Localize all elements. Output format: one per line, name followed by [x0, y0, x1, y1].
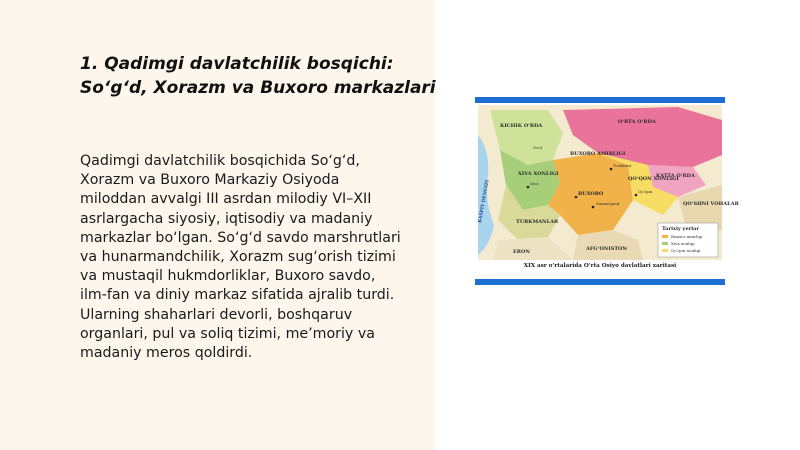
map-label: O‘RTA O‘RDA: [618, 119, 656, 125]
map-label: Samarqand: [596, 201, 620, 206]
map-label: KASPIY DENGIZI: [478, 179, 491, 224]
map-label: Orol: [533, 145, 542, 150]
map-label: Qo‘qon: [638, 189, 653, 194]
body-line: Qadimgi davlatchilik bosqichida So‘g‘d,: [80, 153, 360, 169]
body-line: va hunarmandchilik, Xorazm sug‘orish tizimi: [80, 249, 396, 266]
map-label: BUXORO AMIRLIGI: [570, 151, 626, 157]
body-line: markazlar bo‘lgan. So‘g‘d savdo marshrutlari: [80, 229, 401, 246]
map-label: AFG‘ONISTON: [586, 246, 627, 252]
map-top-border: [475, 97, 725, 103]
legend-title: Tarixiy yerlar: [662, 226, 700, 232]
body-line: miloddan avvalgi III asrdan milodiy VI–XII: [80, 191, 372, 208]
map-label: QO‘QON XONLIGI: [628, 176, 679, 182]
map-label: Xiva: [530, 181, 539, 186]
map-label: BUXORO: [578, 191, 604, 197]
map-label: KICHIK O‘RDA: [500, 123, 543, 129]
body-line: Xorazm va Buxoro Markaziy Osiyoda: [80, 172, 340, 189]
body-line: madaniy meros qoldirdi.: [80, 345, 253, 362]
title-line: So‘g‘d, Xorazm va Buxoro markazlari: [80, 78, 436, 98]
title-line: 1. Qadimgi davlatchilik bosqichi:: [80, 54, 394, 74]
legend-item: Qo‘qon xonligi: [671, 248, 701, 253]
map-label: ERON: [513, 249, 530, 255]
map-label: XIVA XONLIGI: [518, 171, 559, 177]
body-line: asrlargacha siyosiy, iqtisodiy va madaniy: [80, 210, 373, 227]
slide-title: [80, 52, 436, 100]
legend-item: Xiva xonligi: [671, 241, 695, 246]
legend-item: Buxoro amirligi: [671, 234, 703, 239]
historical-map-figure: [475, 97, 739, 287]
map-label: TURKMANLAR: [516, 219, 559, 225]
body-paragraph: [80, 152, 425, 363]
map-label: Toshkent: [613, 163, 632, 168]
body-line: va mustaqil hukmdorliklar, Buxoro savdo,: [80, 268, 376, 285]
body-line: ilm-fan va diniy markaz sifatida ajralib turdi.: [80, 287, 395, 304]
map-caption: XIX asr o‘rtalarida O‘rta Osiyo davlatlari xaritasi: [523, 263, 677, 269]
map-bottom-border: [475, 279, 725, 285]
map-label: KATTA O‘RDA: [656, 173, 695, 179]
map-label: QO‘SHNI VOHALAR: [683, 201, 739, 207]
historical-map: [478, 105, 739, 260]
body-line: organlari, pul va soliq tizimi, me’moriy va: [80, 325, 375, 342]
body-line: Ularning shaharlari devorli, boshqaruv: [80, 306, 353, 323]
